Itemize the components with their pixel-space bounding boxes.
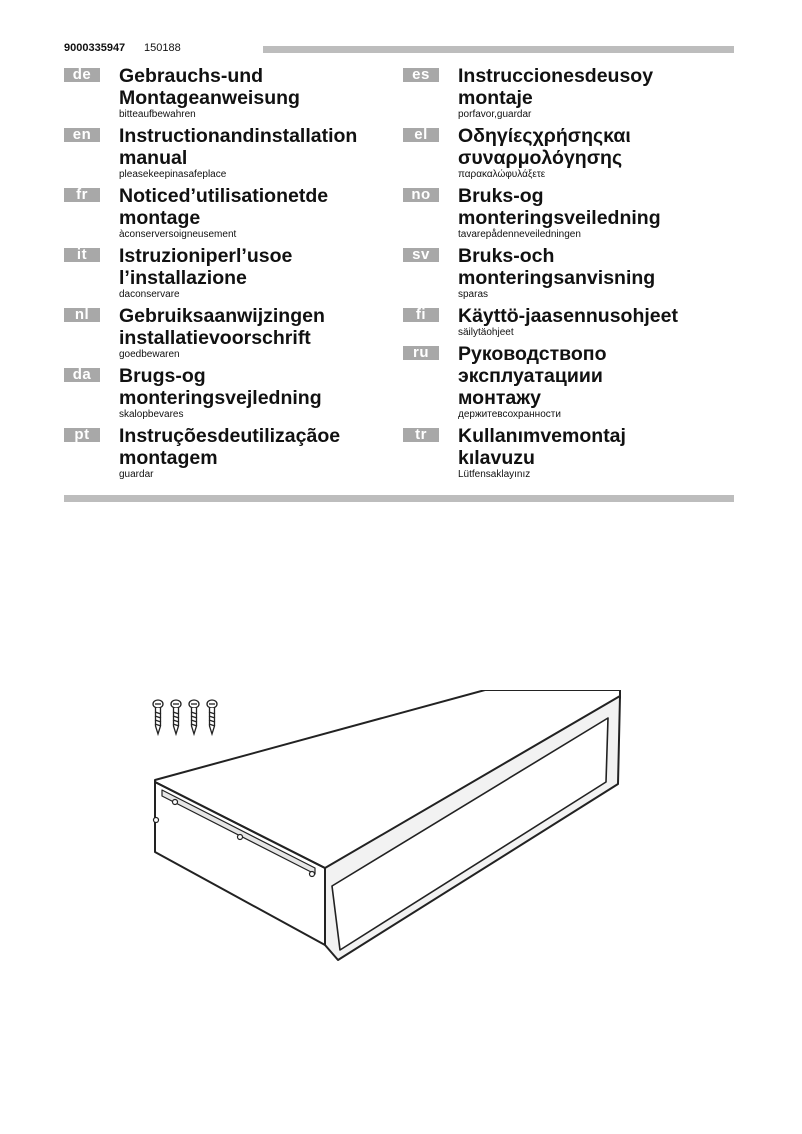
language-badge: sv (403, 248, 439, 262)
language-title: Οδηγίεςχρήσηςκαι συναρμολόγησης (458, 125, 631, 169)
language-badge: no (403, 188, 439, 202)
language-badge: pt (64, 428, 100, 442)
language-title: Bruks-og monteringsveiledning (458, 185, 661, 229)
language-title: Instruçõesdeutilizaçãoe montagem (119, 425, 341, 469)
language-subtitle: goedbewaren (119, 349, 180, 360)
language-badge: da (64, 368, 100, 382)
language-column-left (64, 65, 404, 485)
header-divider (263, 46, 734, 53)
language-title: Gebrauchs-und Montageanweisung (119, 65, 300, 109)
warming-drawer-illustration (140, 690, 640, 970)
language-badge: tr (403, 428, 439, 442)
language-subtitle: Lütfensaklayınız (458, 469, 531, 480)
language-entry-da (64, 365, 404, 421)
language-subtitle: bitteaufbewahren (119, 109, 196, 120)
language-entry-it (64, 245, 404, 301)
language-entry-el (403, 125, 743, 181)
language-title: Kullanımvemontaj kılavuzu (458, 425, 626, 469)
language-title: Руководствопо эксплуатациии монтажу (458, 343, 607, 409)
language-title: Noticed’utilisationetde montage (119, 185, 329, 229)
language-badge: es (403, 68, 439, 82)
language-badge: nl (64, 308, 100, 322)
language-title: Instruccionesdeusoy montaje (458, 65, 654, 109)
language-subtitle: pleasekeepinasafeplace (119, 169, 227, 180)
language-subtitle: tavarepådenneveiledningen (458, 229, 581, 240)
language-title: Istruzioniperl’usoe l’installazione (119, 245, 293, 289)
language-entry-es (403, 65, 743, 121)
language-subtitle: держитевсохранности (458, 409, 561, 420)
language-entry-tr (403, 425, 743, 481)
language-title: Bruks-och monteringsanvisning (458, 245, 656, 289)
language-entry-fi (403, 305, 743, 339)
language-entry-de (64, 65, 404, 121)
language-subtitle: porfavor,guardar (458, 109, 532, 120)
language-title: Gebruiksaanwijzingen installatievoorschrift (119, 305, 325, 349)
language-subtitle: daconservare (119, 289, 180, 300)
language-subtitle: guardar (119, 469, 154, 480)
language-badge: ru (403, 346, 439, 360)
language-column-right (403, 65, 743, 485)
document-header (64, 41, 734, 57)
language-subtitle: àconserversoigneusement (119, 229, 237, 240)
header-bottom-divider (64, 495, 734, 502)
language-badge: it (64, 248, 100, 262)
document-number: 9000335947 (64, 42, 126, 54)
language-entry-pt (64, 425, 404, 481)
language-entry-nl (64, 305, 404, 361)
language-entry-sv (403, 245, 743, 301)
language-badge: en (64, 128, 100, 142)
language-title: Instructionandinstallation manual (119, 125, 358, 169)
language-title: Käyttö-jaasennusohjeet (458, 305, 678, 327)
language-entry-no (403, 185, 743, 241)
language-entry-fr (64, 185, 404, 241)
language-subtitle: παρακαλώφυλάξετε (458, 169, 546, 180)
language-title: Brugs-og monteringsvejledning (119, 365, 322, 409)
language-subtitle: skalopbevares (119, 409, 184, 420)
language-subtitle: säilytäohjeet (458, 327, 514, 338)
language-badge: fi (403, 308, 439, 322)
language-entry-en (64, 125, 404, 181)
drawer-icon (154, 690, 621, 960)
language-badge: de (64, 68, 100, 82)
language-subtitle: sparas (458, 289, 489, 300)
language-badge: el (403, 128, 439, 142)
language-entry-ru (403, 343, 743, 421)
date-code: 150188 (144, 42, 181, 54)
language-badge: fr (64, 188, 100, 202)
screws-icon (153, 700, 217, 734)
